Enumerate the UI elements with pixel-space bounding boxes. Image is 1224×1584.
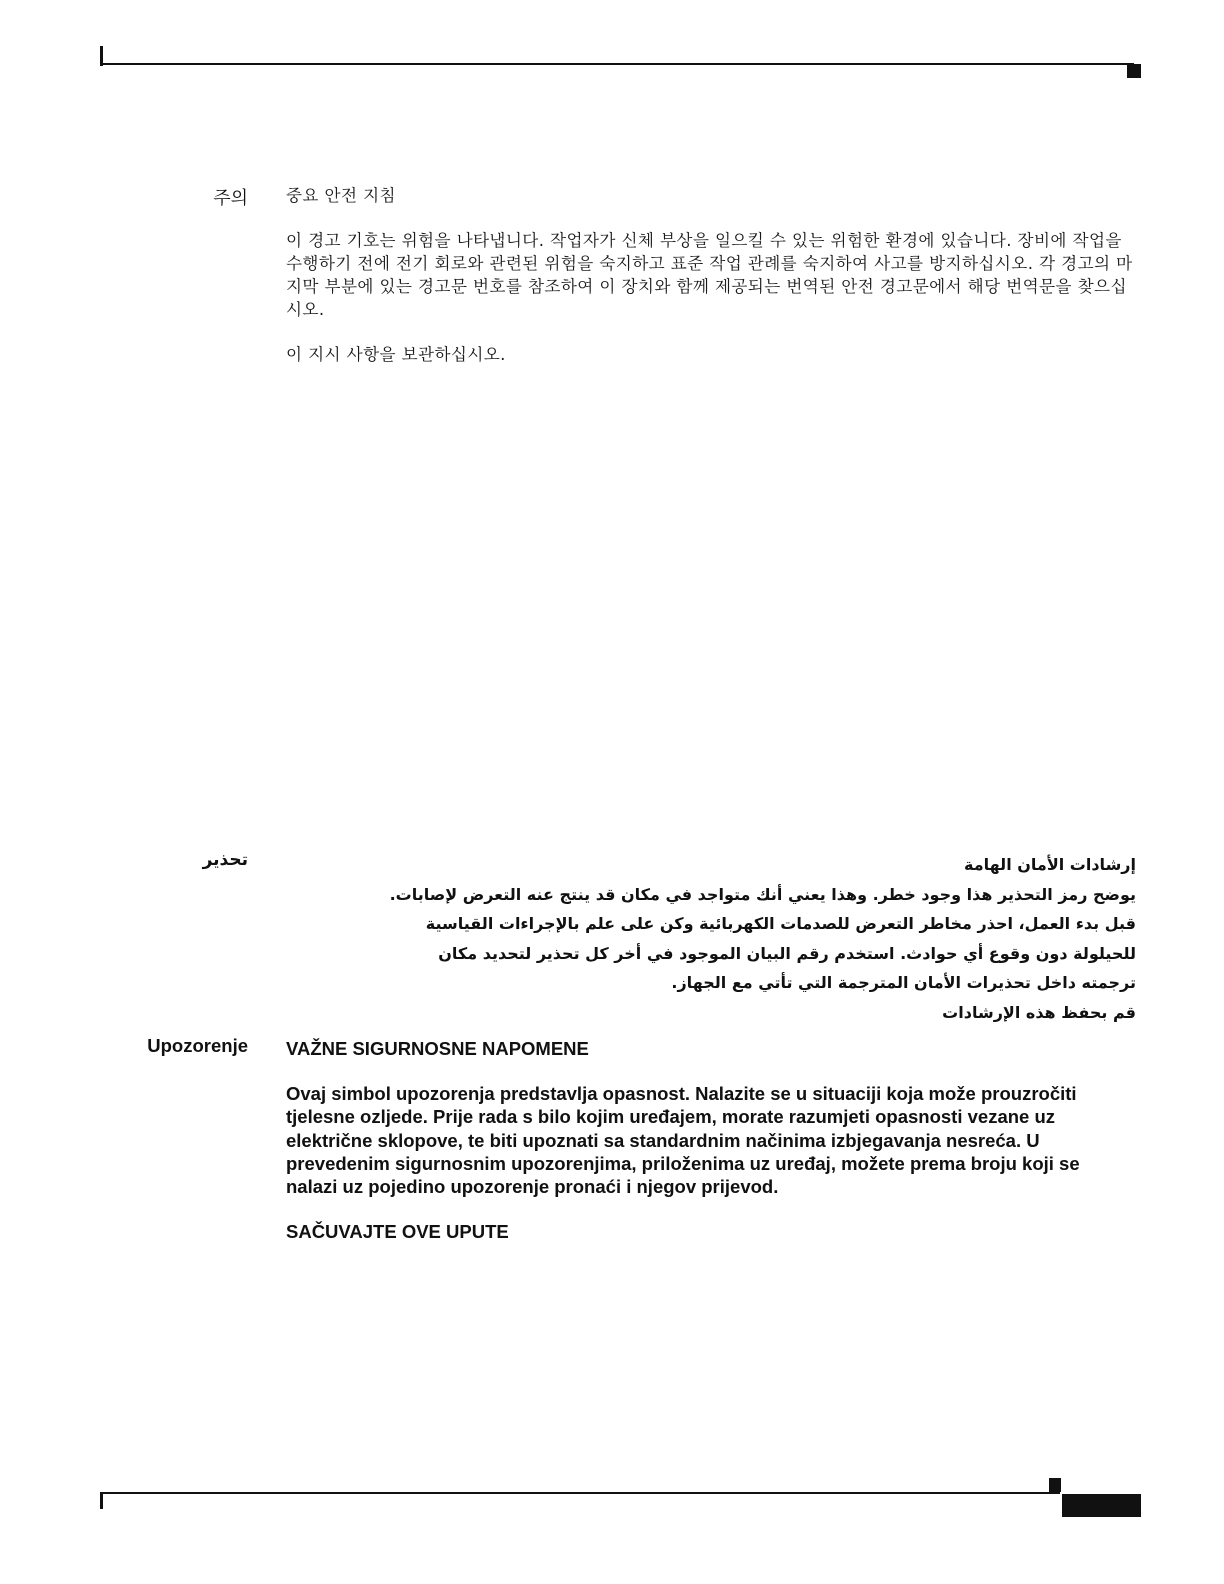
warning-footer-croatian: SAČUVAJTE OVE UPUTE bbox=[286, 1221, 509, 1243]
warning-label-croatian: Upozorenje bbox=[147, 1035, 248, 1056]
warning-body-korean bbox=[286, 184, 1136, 366]
warning-footer-arabic: قم بحفظ هذه الإرشادات bbox=[942, 1002, 1136, 1022]
footer-page-tab bbox=[1062, 1494, 1141, 1517]
warning-heading-croatian: VAŽNE SIGURNOSNE NAPOMENE bbox=[286, 1038, 589, 1059]
warning-body-croatian bbox=[286, 1037, 1106, 1243]
warning-label-arabic: تحذير bbox=[202, 850, 248, 870]
warning-text-arabic: يوضح رمز التحذير هذا وجود خطر. وهذا يعني أنك متواجد في مكان قد ينتج عنه التعرض لإصابات. قبل بدء العمل، احذر مخاطر التعرض للصدمات الكهربائية وكن على علم بالإجراءات القياسية للحيلولة دون وقوع أي حوادث. استخدم رقم البيان الموجود في أخر كل تحذير لتحديد مكان ترجمته داخل تحذيرات الأمان المترجمة التي تأتي مع الجهاز. bbox=[389, 884, 1136, 992]
warning-body-arabic bbox=[386, 850, 1136, 1027]
warning-heading-korean: 중요 안전 지침 bbox=[286, 186, 396, 205]
warning-label-korean: 주의 bbox=[213, 188, 248, 209]
footer-rule-tick bbox=[100, 1493, 103, 1509]
footer-rule bbox=[100, 1492, 1060, 1494]
warning-text-croatian: Ovaj simbol upozorenja predstavlja opasnost. Nalazite se u situaciji koja može prouzročiti tjelesne ozljede. Prije rada s bilo kojim uređajem, morate razumjeti opasnosti vezane uz električne sklopove, te biti upoznati sa standardnim načinima izbjegavanja nesreća. U prevedenim sigurnosnim upozorenjima, priloženima uz uređaj, možete prema broju koji se nalazi uz pojedino upozorenje pronaći i njegov prijevod. bbox=[286, 1083, 1080, 1198]
footer-corner-mark bbox=[1049, 1478, 1061, 1492]
warning-text-korean: 이 경고 기호는 위험을 나타냅니다. 작업자가 신체 부상을 일으킬 수 있는 위험한 환경에 있습니다. 장비에 작업을 수행하기 전에 전기 회로와 관련된 위험을 숙지하고 표준 작업 관례를 숙지하여 사고를 방지하십시오. 각 경고의 마지막 부분에 있는 경고문 번호를 참조하여 이 장치와 함께 제공되는 번역된 안전 경고문에서 해당 번역문을 찾으십시오. bbox=[286, 231, 1133, 319]
warning-footer-korean: 이 지시 사항을 보관하십시오. bbox=[286, 345, 506, 364]
header-rule bbox=[100, 63, 1134, 65]
header-corner-mark bbox=[1127, 64, 1141, 78]
warning-heading-arabic: إرشادات الأمان الهامة bbox=[964, 855, 1136, 874]
